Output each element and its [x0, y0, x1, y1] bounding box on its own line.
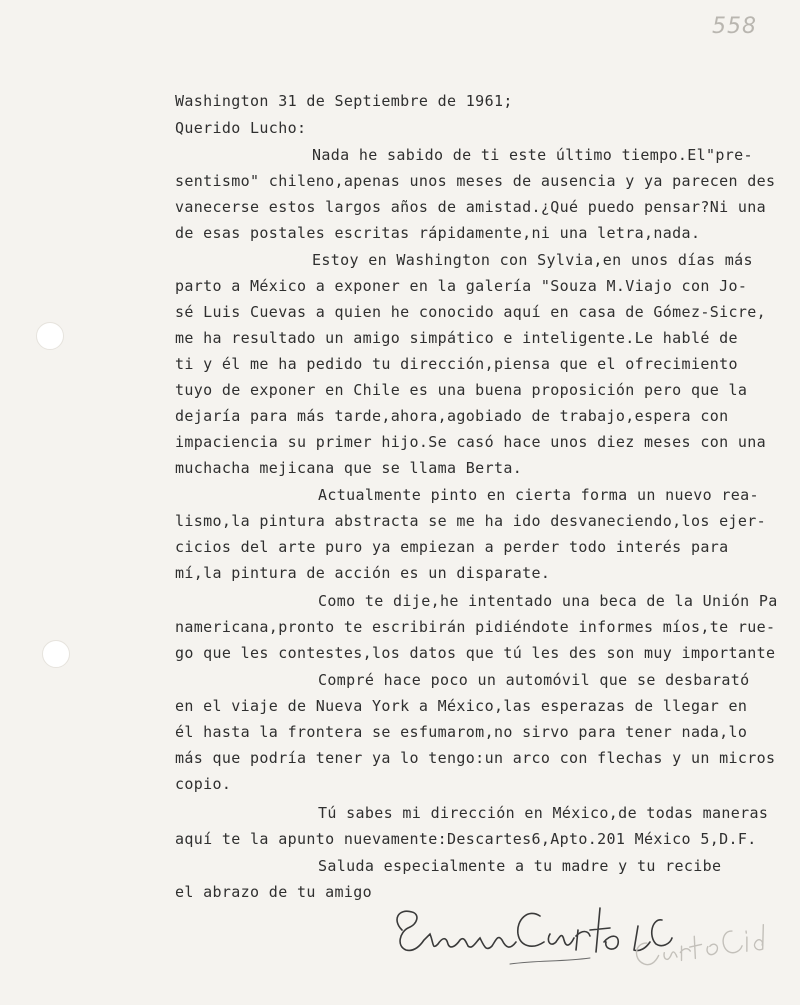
letter-line: él hasta la frontera se esfumarom,no sirvo para tener nada,lo	[175, 723, 748, 741]
letter-line: impaciencia su primer hijo.Se casó hace unos diez meses con una	[175, 433, 766, 451]
letter-line: vanecerse estos largos años de amistad.¿Qué puedo pensar?Ni una	[175, 198, 766, 216]
punch-hole-bottom	[42, 640, 70, 668]
punch-hole-top	[36, 322, 64, 350]
letter-line: Nada he sabido de ti este último tiempo.El"pre-	[312, 146, 753, 164]
letter-line: Tú sabes mi dirección en México,de todas maneras	[318, 804, 769, 822]
letter-line: de esas postales escritas rápidamente,ni una letra,nada.	[175, 224, 701, 242]
letter-line: Compré hace poco un automóvil que se desbarató	[318, 671, 750, 689]
letter-line: copio.	[175, 775, 232, 793]
letter-line: aquí te la apunto nuevamente:Descartes6,Apto.201 México 5,D.F.	[175, 830, 757, 848]
letter-line: sentismo" chileno,apenas unos meses de ausencia y ya parecen des	[175, 172, 776, 190]
letter-line: parto a México a exponer en la galería "Souza M.Viajo con Jo-	[175, 277, 748, 295]
letter-closing: el abrazo de tu amigo	[175, 883, 372, 901]
letter-date-line: Washington 31 de Septiembre de 1961;	[175, 92, 513, 110]
letter-line: Estoy en Washington con Sylvia,en unos días más	[312, 251, 753, 269]
letter-line: ti y él me ha pedido tu dirección,piensa que el ofrecimiento	[175, 355, 738, 373]
letter-salutation: Querido Lucho:	[175, 119, 307, 137]
letter-line: Actualmente pinto en cierta forma un nuevo rea-	[318, 486, 759, 504]
archive-number: 558	[712, 14, 757, 39]
letter-line: tuyo de exponer en Chile es una buena proposición pero que la	[175, 381, 748, 399]
letter-line: Saluda especialmente a tu madre y tu recibe	[318, 857, 722, 875]
letter-line: go que les contestes,los datos que tú les des son muy importante	[175, 644, 776, 662]
letter-line: mí,la pintura de acción es un disparate.	[175, 564, 551, 582]
letter-line: Como te dije,he intentado una beca de la Unión Pa	[318, 592, 778, 610]
letter-line: sé Luis Cuevas a quien he conocido aquí en casa de Gómez-Sicre,	[175, 303, 766, 321]
letter-line: lismo,la pintura abstracta se me ha ido desvaneciendo,los ejer-	[175, 512, 766, 530]
letter-line: me ha resultado un amigo simpático e inteligente.Le hablé de	[175, 329, 738, 347]
letter-line: dejaría para más tarde,ahora,agobiado de trabajo,espera con	[175, 407, 729, 425]
letter-line: más que podría tener ya lo tengo:un arco con flechas y un micros	[175, 749, 776, 767]
letter-line: namericana,pronto te escribirán pidiéndote informes míos,te rue-	[175, 618, 776, 636]
letter-line: en el viaje de Nueva York a México,las esperazas de llegar en	[175, 697, 748, 715]
letter-line: cicios del arte puro ya empiezan a perder todo interés para	[175, 538, 729, 556]
letter-line: muchacha mejicana que se llama Berta.	[175, 459, 523, 477]
